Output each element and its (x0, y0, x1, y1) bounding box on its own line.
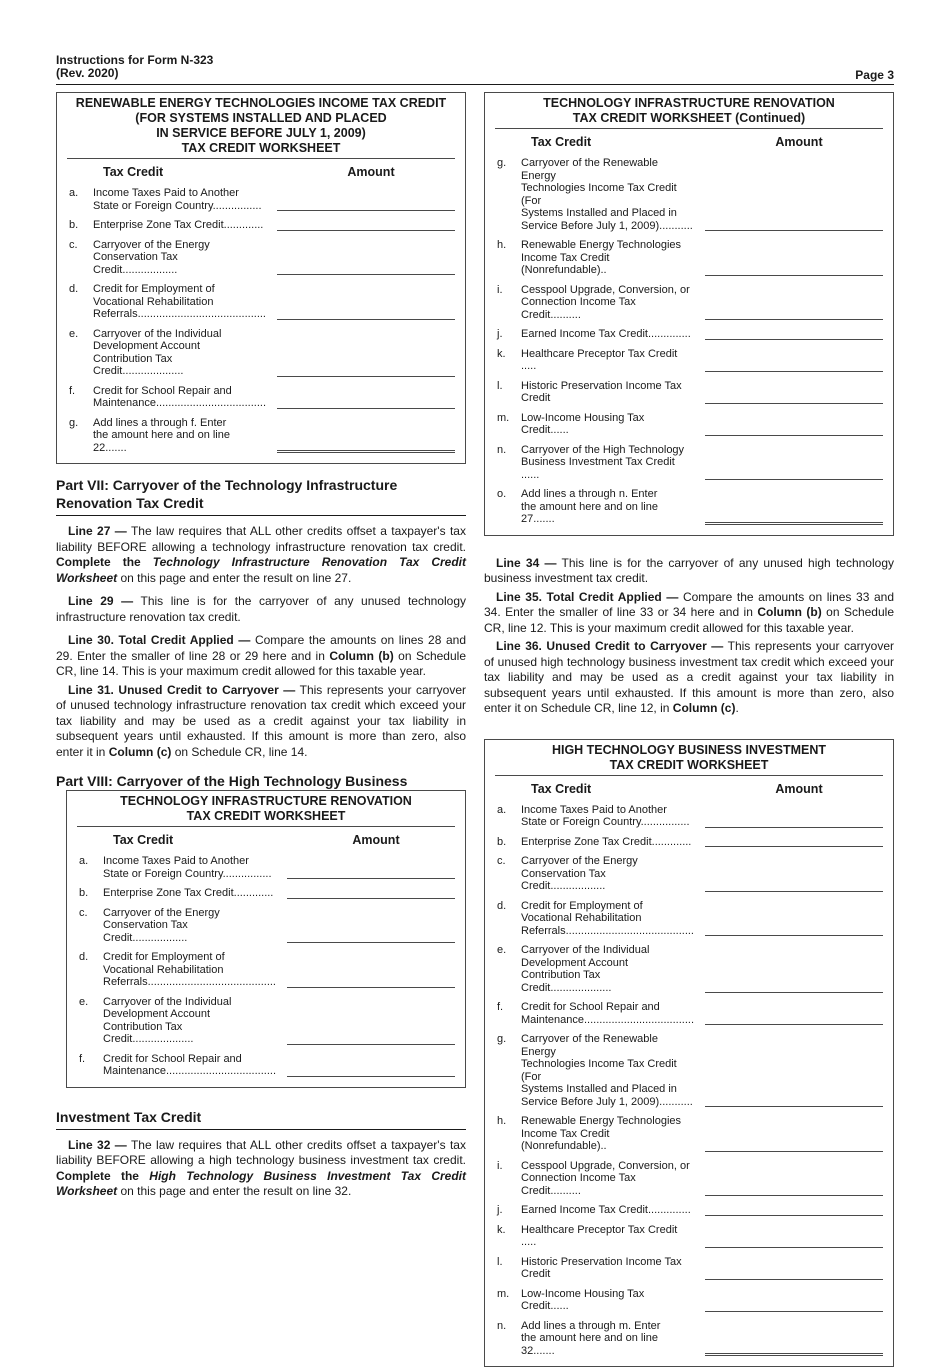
row-label: Enterprise Zone Tax Credit............. (103, 887, 275, 900)
row-label: Carryover of the High Technology Business Investment Tax Credit ...... (521, 444, 693, 482)
row-letter: l. (495, 380, 521, 393)
worksheet-header-row (77, 827, 455, 851)
row-label: Income Taxes Paid to Another State or Foreign Country................ (93, 187, 265, 212)
amount-entry-line[interactable] (705, 230, 883, 231)
line-35-text-end: on Schedule CR, line 12. This is your maximum credit allowed for this taxable year. (484, 605, 894, 635)
row-label: Cesspool Upgrade, Conversion, or Connection Income Tax Credit.......... (521, 1160, 693, 1198)
line-32-worksheet-name: High Technology Business Investment Tax Credit Worksheet (56, 1169, 466, 1199)
row-label: Healthcare Preceptor Tax Credit ..... (521, 348, 693, 373)
worksheet-title: TECHNOLOGY INFRASTRUCTURE RENOVATION TAX CREDIT WORKSHEET (77, 791, 455, 827)
worksheet-row (495, 1220, 883, 1252)
worksheet-row (77, 947, 455, 992)
amount-entry-line[interactable] (705, 992, 883, 993)
row-letter: n. (495, 444, 521, 457)
worksheet-row (495, 1284, 883, 1316)
row-letter: k. (495, 1224, 521, 1237)
amount-entry-line[interactable] (277, 376, 455, 377)
row-label: Healthcare Preceptor Tax Credit ..... (521, 1224, 693, 1249)
worksheet-row (495, 1111, 883, 1156)
worksheet-row (495, 376, 883, 408)
line-34-lead: Line 34 — (496, 556, 556, 570)
row-letter: g. (67, 417, 93, 430)
amount-entry-line[interactable] (705, 339, 883, 340)
row-label: Credit for Employment of Vocational Rehabilitation Referrals.......................................... (103, 951, 275, 989)
renewable-energy-worksheet (56, 92, 466, 464)
line-29-text: This line is for the carryover of any unused technology infrastructure renovation tax credit. (56, 594, 466, 624)
worksheet-row (495, 832, 883, 852)
row-label: Add lines a through m. Enter the amount here and on line 32....... (521, 1320, 693, 1358)
worksheet-row (495, 1252, 883, 1284)
amount-entry-line[interactable] (705, 1279, 883, 1280)
form-title-block (56, 54, 213, 80)
worksheet-row (495, 800, 883, 832)
worksheet-title: TECHNOLOGY INFRASTRUCTURE RENOVATION TAX CREDIT WORKSHEET (Continued) (495, 93, 883, 129)
line-29-lead: Line 29 — (68, 594, 133, 608)
row-letter: j. (495, 328, 521, 341)
row-letter: c. (77, 907, 103, 920)
line-31-lead: Line 31. Unused Credit to Carryover — (68, 683, 295, 697)
line-27-bold: Complete the (56, 555, 153, 569)
worksheet-header-row (495, 129, 883, 153)
row-letter: i. (495, 1160, 521, 1173)
row-letter: h. (495, 1115, 521, 1128)
amount-entry-line[interactable] (287, 1076, 455, 1077)
row-letter: k. (495, 348, 521, 361)
row-label: Credit for School Repair and Maintenance.................................... (103, 1053, 275, 1078)
worksheet-row (495, 1029, 883, 1111)
row-label: Renewable Energy Technologies Income Tax Credit (Nonrefundable).. (521, 1115, 693, 1153)
row-label: Historic Preservation Income Tax Credit (521, 380, 693, 405)
row-label: Credit for School Repair and Maintenance.................................... (93, 385, 265, 410)
line-27-lead: Line 27 — (68, 524, 127, 538)
row-letter: d. (495, 900, 521, 913)
worksheet-row (67, 413, 455, 458)
amount-entry-line[interactable] (705, 846, 883, 847)
row-label: Income Taxes Paid to Another State or Foreign Country................ (103, 855, 275, 880)
worksheet-title: RENEWABLE ENERGY TECHNOLOGIES INCOME TAX CREDIT (FOR SYSTEMS INSTALLED AND PLACED IN SERVICE BEFORE JULY 1, 2009) TAX CREDIT WORKSHEET (67, 93, 455, 159)
worksheet-header-row (495, 776, 883, 800)
amount-column-header: Amount (695, 782, 883, 796)
worksheet-row (495, 440, 883, 485)
technology-infrastructure-worksheet (66, 790, 466, 1088)
worksheet-row (77, 903, 455, 948)
worksheet-row (67, 183, 455, 215)
row-letter: g. (495, 157, 521, 170)
row-letter: b. (77, 887, 103, 900)
worksheet-row (495, 896, 883, 941)
worksheet-row (77, 851, 455, 883)
amount-entry-line[interactable] (277, 408, 455, 409)
line-36-lead: Line 36. Unused Credit to Carryover — (496, 639, 723, 653)
row-label: Renewable Energy Technologies Income Tax Credit (Nonrefundable).. (521, 239, 693, 277)
worksheet-title: HIGH TECHNOLOGY BUSINESS INVESTMENT TAX CREDIT WORKSHEET (495, 740, 883, 776)
row-label: Earned Income Tax Credit.............. (521, 328, 693, 341)
row-label: Carryover of the Energy Conservation Tax Credit.................. (103, 907, 275, 945)
amount-column-header: Amount (267, 165, 455, 179)
worksheet-row (495, 940, 883, 997)
amount-entry-line[interactable] (705, 1195, 883, 1196)
tax-credit-column-header: Tax Credit (495, 782, 695, 796)
amount-entry-line[interactable] (705, 1151, 883, 1152)
row-label: Enterprise Zone Tax Credit............. (93, 219, 265, 232)
row-label: Add lines a through n. Enter the amount here and on line 27....... (521, 488, 693, 526)
line-31-text-end: on Schedule CR, line 14. (171, 745, 307, 759)
amount-entry-line[interactable] (287, 942, 455, 943)
worksheet-row (495, 408, 883, 440)
row-letter: h. (495, 239, 521, 252)
page-header (56, 54, 894, 85)
row-label: Earned Income Tax Credit.............. (521, 1204, 693, 1217)
worksheet-header-row (67, 159, 455, 183)
line-30-text-end: on Schedule CR, line 14. This is your maximum credit allowed for this taxable year. (56, 649, 466, 679)
line-35-text: Compare the amounts on lines 33 and 34. Enter the smaller of line 33 or 34 here and in (484, 590, 894, 620)
row-letter: a. (67, 187, 93, 200)
worksheet-row (495, 1156, 883, 1201)
amount-entry-line[interactable] (705, 1024, 883, 1025)
worksheet-row (77, 1049, 455, 1081)
row-label: Add lines a through f. Enter the amount here and on line 22....... (93, 417, 265, 455)
row-label: Enterprise Zone Tax Credit............. (521, 836, 693, 849)
tax-credit-column-header: Tax Credit (495, 135, 695, 149)
row-label: Carryover of the Individual Development Account Contribution Tax Credit.................... (103, 996, 275, 1046)
amount-entry-line[interactable] (705, 371, 883, 372)
worksheet-row (67, 324, 455, 381)
row-letter: e. (495, 944, 521, 957)
row-letter: b. (67, 219, 93, 232)
amount-entry-line[interactable] (277, 274, 455, 275)
row-label: Historic Preservation Income Tax Credit (521, 1256, 693, 1281)
line-32-paragraph (56, 1138, 466, 1200)
row-letter: c. (495, 855, 521, 868)
investment-tax-credit-title: Investment Tax Credit (56, 1108, 466, 1130)
amount-entry-line[interactable] (287, 987, 455, 988)
line-36-paragraph (484, 639, 894, 717)
line-35-lead: Line 35. Total Credit Applied — (496, 590, 678, 604)
line-36-text-end: . (735, 701, 738, 715)
amount-entry-line[interactable] (277, 450, 455, 453)
amount-entry-line[interactable] (705, 1215, 883, 1216)
amount-entry-line[interactable] (705, 522, 883, 525)
row-letter: j. (495, 1204, 521, 1217)
line-34-text: This line is for the carryover of any unused high technology business investment tax credit. (484, 556, 894, 586)
worksheet-row (495, 997, 883, 1029)
amount-entry-line[interactable] (287, 1044, 455, 1045)
row-label: Income Taxes Paid to Another State or Foreign Country................ (521, 804, 693, 829)
line-27-text-end: on this page and enter the result on line 27. (117, 571, 351, 585)
worksheet-row (495, 484, 883, 529)
row-letter: f. (495, 1001, 521, 1014)
worksheet-row (67, 279, 455, 324)
line-30-text: Compare the amounts on lines 28 and 29. Enter the smaller of line 28 or 29 here and in (56, 633, 466, 663)
worksheet-row (77, 992, 455, 1049)
high-technology-business-worksheet (484, 739, 894, 1367)
worksheet-row (495, 344, 883, 376)
amount-entry-line[interactable] (287, 878, 455, 879)
amount-entry-line[interactable] (277, 319, 455, 320)
worksheet-row (495, 235, 883, 280)
row-label: Credit for School Repair and Maintenance.................................... (521, 1001, 693, 1026)
line-27-worksheet-name: Technology Infrastructure Renovation Tax Credit Worksheet (56, 555, 466, 585)
line-31-column: Column (c) (109, 745, 172, 759)
worksheet-row (495, 324, 883, 344)
amount-entry-line[interactable] (705, 891, 883, 892)
left-column (56, 92, 466, 1200)
line-30-paragraph (56, 633, 466, 680)
line-32-text-end: on this page and enter the result on line 32. (117, 1184, 351, 1198)
line-32-bold: Complete the (56, 1169, 149, 1183)
amount-entry-line[interactable] (287, 898, 455, 899)
line-32-lead: Line 32 — (68, 1138, 127, 1152)
line-35-column: Column (b) (757, 605, 821, 619)
amount-entry-line[interactable] (705, 479, 883, 480)
row-letter: n. (495, 1320, 521, 1333)
row-letter: f. (67, 385, 93, 398)
row-label: Credit for Employment of Vocational Rehabilitation Referrals.......................................... (521, 900, 693, 938)
amount-entry-line[interactable] (705, 319, 883, 320)
line-29-paragraph (56, 594, 466, 625)
form-title: Instructions for Form N-323 (56, 54, 213, 67)
technology-infrastructure-worksheet-continued (484, 92, 894, 536)
worksheet-row (495, 1316, 883, 1361)
row-letter: c. (67, 239, 93, 252)
row-label: Credit for Employment of Vocational Rehabilitation Referrals.......................................... (93, 283, 265, 321)
worksheet-row (495, 1200, 883, 1220)
row-letter: m. (495, 412, 521, 425)
line-35-paragraph (484, 590, 894, 637)
line-31-paragraph (56, 683, 466, 761)
row-letter: o. (495, 488, 521, 501)
row-label: Carryover of the Renewable Energy Technologies Income Tax Credit (For Systems Installed and Placed in Service Before July 1, 2009)........... (521, 157, 693, 232)
row-label: Cesspool Upgrade, Conversion, or Connection Income Tax Credit.......... (521, 284, 693, 322)
amount-entry-line[interactable] (705, 1311, 883, 1312)
row-label: Carryover of the Energy Conservation Tax Credit.................. (93, 239, 265, 277)
line-30-column: Column (b) (329, 649, 393, 663)
row-label: Carryover of the Renewable Energy Technologies Income Tax Credit (For Systems Installed and Placed in Service Before July 1, 2009)........... (521, 1033, 693, 1108)
row-letter: a. (495, 804, 521, 817)
row-letter: f. (77, 1053, 103, 1066)
right-column (484, 92, 894, 1367)
row-letter: e. (67, 328, 93, 341)
amount-entry-line[interactable] (277, 230, 455, 231)
page-number: Page 3 (855, 68, 894, 82)
amount-entry-line[interactable] (705, 935, 883, 936)
amount-column-header: Amount (277, 833, 455, 847)
line-34-paragraph (484, 556, 894, 587)
worksheet-row (495, 280, 883, 325)
part-vii-title: Part VII: Carryover of the Technology Infrastructure Renovation Tax Credit (56, 476, 466, 516)
row-letter: l. (495, 1256, 521, 1269)
amount-entry-line[interactable] (705, 403, 883, 404)
line-36-column: Column (c) (673, 701, 736, 715)
line-27-paragraph (56, 524, 466, 586)
amount-entry-line[interactable] (705, 1353, 883, 1356)
part-viii-title: Part VIII: Carryover of the High Technology Business (56, 772, 466, 790)
row-letter: i. (495, 284, 521, 297)
row-letter: a. (77, 855, 103, 868)
row-letter: b. (495, 836, 521, 849)
row-label: Carryover of the Individual Development Account Contribution Tax Credit.................... (93, 328, 265, 378)
line-27-text: The law requires that ALL other credits offset a taxpayer's tax liability BEFORE allowing a technology infrastructure renovation tax credit. (56, 524, 466, 554)
worksheet-row (495, 153, 883, 235)
row-letter: m. (495, 1288, 521, 1301)
worksheet-row (67, 235, 455, 280)
row-letter: d. (67, 283, 93, 296)
amount-entry-line[interactable] (705, 275, 883, 276)
amount-entry-line[interactable] (705, 1106, 883, 1107)
worksheet-row (77, 883, 455, 903)
line-31-text: This represents your carryover of unused technology infrastructure renovation tax credit which exceed your tax liability and may be used as a credit against your tax liability in subsequent years until exhausted. If this amount is more than zero, also enter it in (56, 683, 466, 759)
row-label: Carryover of the Individual Development Account Contribution Tax Credit.................... (521, 944, 693, 994)
row-letter: g. (495, 1033, 521, 1046)
form-revision: (Rev. 2020) (56, 67, 213, 80)
worksheet-row (67, 381, 455, 413)
line-32-text: The law requires that ALL other credits offset a taxpayer's tax liability BEFORE allowing a high technology business investment tax credit. (56, 1138, 466, 1168)
line-36-text: This represents your carryover of unused high technology business investment tax credit which exceed your tax liability and may be used as a credit against your tax liability in subsequent years until exhausted. If this amount is more than zero, also enter it on Schedule CR, line 12, in (484, 639, 894, 715)
row-label: Low-Income Housing Tax Credit...... (521, 1288, 693, 1313)
tax-credit-column-header: Tax Credit (77, 833, 277, 847)
amount-entry-line[interactable] (277, 210, 455, 211)
worksheet-row (67, 215, 455, 235)
amount-entry-line[interactable] (705, 827, 883, 828)
row-letter: e. (77, 996, 103, 1009)
amount-column-header: Amount (695, 135, 883, 149)
worksheet-row (495, 851, 883, 896)
amount-entry-line[interactable] (705, 435, 883, 436)
tax-credit-column-header: Tax Credit (67, 165, 267, 179)
row-label: Carryover of the Energy Conservation Tax Credit.................. (521, 855, 693, 893)
amount-entry-line[interactable] (705, 1247, 883, 1248)
row-letter: d. (77, 951, 103, 964)
row-label: Low-Income Housing Tax Credit...... (521, 412, 693, 437)
line-30-lead: Line 30. Total Credit Applied — (68, 633, 250, 647)
